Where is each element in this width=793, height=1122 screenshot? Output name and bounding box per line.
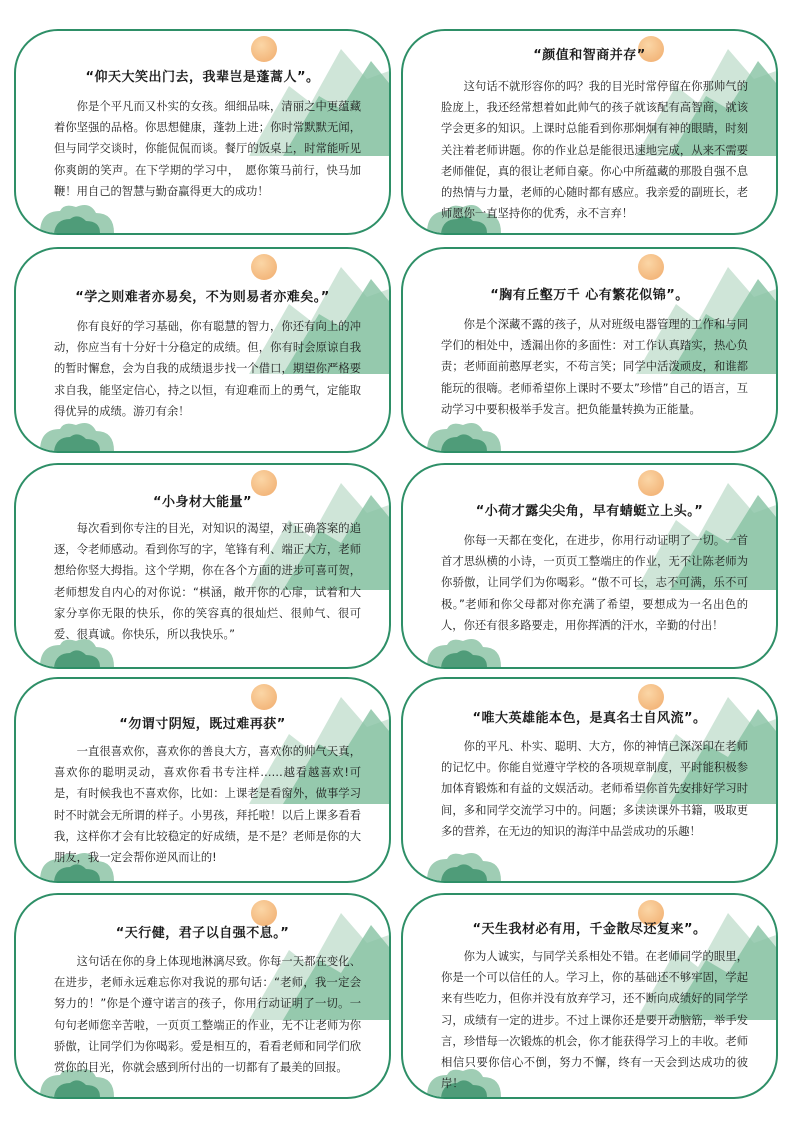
card-title: “胸有丘壑万千 心有繁花似锦”。 <box>490 288 689 303</box>
comment-card <box>401 247 778 453</box>
card-body: 这句话在你的身上体现地淋漓尽致。你每一天都在变化、在进步，老师永远难忘你对我说的那句话：“老师，我一定会努力的！”你是个遵守诺言的孩子，你用行动证明了一切。一句句老师您辛苦啦，一页页工整端正的作业，无不让老师为你骄傲，让同学们为你喝彩。爱是相互的，看看老师和同学们欣赏你的目光，你就会感到所付出的一切都有了最美的回报。 <box>54 955 361 1075</box>
card-body: 你是个深藏不露的孩子，从对班级电器管理的工作和与同学们的相处中，透漏出你的多面性：对工作认真踏实，热心负责；老师面前憨厚老实，不苟言笑；同学中活泼顽皮，和谁都能玩的很嗨。老师希望你上课时不要太”珍惜”自己的语言，互动学习中要积极举手发言。把负能量转换为正能量。 <box>441 318 748 416</box>
card-body: 你每一天都在变化，在进步，你用行动证明了一切。一首首才思纵横的小诗，一页页工整端庄的作业，无不让陈老师为你骄傲，让同学们为你喝彩。“傲不可长，志不可满，乐不可极。”老师和你父母都对你充满了希望，要想成为一名出色的人，你还有很多路要走，用你挥洒的汗水，辛勤的付出！ <box>441 534 748 632</box>
comment-card <box>14 893 391 1099</box>
comment-card <box>14 29 391 235</box>
card-title: “仰天大笑出门去，我辈岂是蓬蒿人”。 <box>85 70 320 85</box>
card-title: “天生我材必有用，千金散尽还复来”。 <box>472 922 707 937</box>
sun-icon <box>251 254 277 280</box>
comment-card <box>14 463 391 669</box>
card-title: “学之则难者亦易矣，不为则易者亦难矣。” <box>75 290 330 305</box>
comment-card <box>401 463 778 669</box>
sun-icon <box>638 254 664 280</box>
comment-card <box>14 677 391 883</box>
comment-card <box>401 29 778 235</box>
tree-cluster-icon <box>421 849 507 881</box>
sun-icon <box>251 684 277 710</box>
card-body: 你是个平凡而又朴实的女孩。细细品味，清丽之中更蕴藏着你坚强的品格。你思想健康，蓬勃上进；你时常默默无闻，但与同学交谈时，你能侃侃而谈。餐厅的饭桌上，时常能听见你爽朗的笑声。在下学期的学习中， 愿你策马前行，快马加鞭！用自己的智慧与勤奋赢得更大的成功！ <box>54 100 361 198</box>
card-body: 这句话不就形容你的吗？我的目光时常停留在你那帅气的脸庞上，我还经常想着如此帅气的孩子就该配有高智商，就该学会更多的知识。上课时总能看到你那炯炯有神的眼睛，时刻关注着老师讲题。你的作业总是能很迅速地完成，从来不需要老师催促，真的很让老师自豪。你心中所蕴藏的那股自强不息的热情与力量，老师的心随时都有感应。我亲爱的副班长，老师愿你一直坚持你的优秀，永不言弃！ <box>441 80 748 221</box>
card-title: “天行健，君子以自强不息。” <box>115 926 290 941</box>
card-title: “唯大英雄能本色，是真名士自风流”。 <box>472 711 707 726</box>
card-body: 一直很喜欢你，喜欢你的善良大方，喜欢你的帅气天真，喜欢你的聪明灵动，喜欢你看书专注样……越看越喜欢!可是，有时候我也不喜欢你，比如：上课老是看窗外，做事学习时不时就会无所谓的样子。小男孩，拜托啦！以后上课多看看我，这样你才会有比较稳定的好成绩，是不是？老师是你的大朋友，我一定会帮你逆风而让的! <box>54 745 361 865</box>
card-body: 你为人诚实，与同学关系相处不错。在老师同学的眼里，你是一个可以信任的人。学习上，你的基础还不够牢固，学起来有些吃力，但你并没有放弃学习，还不断向成绩好的同学学习，成绩有一定的进步。不过上课你还是要开动脑筋，举手发言，珍惜每一次锻炼的机会，你才能获得学习上的丰收。老师相信只要你信心不倒，努力不懈，终有一天会到达成功的彼岸！ <box>441 950 748 1091</box>
tree-cluster-icon <box>34 419 120 451</box>
card-title: “勿谓寸阴短，既过难再获” <box>119 717 286 732</box>
card-title: “小身材大能量” <box>152 495 253 510</box>
sun-icon <box>638 470 664 496</box>
card-body: 你的平凡、朴实、聪明、大方，你的神情已深深印在老师的记忆中。你能自觉遵守学校的各项规章制度，平时能积极参加体育锻炼和有益的文娱活动。老师希望你首先安排好学习时间，多和同学交流学习中的。问题；多读读课外书籍，吸取更多的营养，在无边的知识的海洋中品尝成功的乐趣！ <box>441 740 748 838</box>
card-title: “小荷才露尖尖角，早有蜻蜓立上头。” <box>475 504 704 519</box>
card-body: 你有良好的学习基础，你有聪慧的智力，你还有向上的冲动，你应当有十分好十分稳定的成绩。但，你有时会原谅自我的暂时懈怠，会为自我的成绩退步找一个借口，期望你严格要求自我，能坚定信心，持之以恒，有迎难而上的勇气，定能取得优异的成绩。游刃有余！ <box>54 320 361 418</box>
comment-card <box>401 677 778 883</box>
sun-icon <box>251 36 277 62</box>
tree-cluster-icon <box>421 419 507 451</box>
tree-cluster-icon <box>421 635 507 667</box>
card-body: 每次看到你专注的目光，对知识的渴望，对正确答案的追逐，令老师感动。看到你写的字，笔锋有利、端正大方，老师想给你竖大拇指。这个学期，你在各个方面的进步可喜可贺，老师想发自内心的对你说：“棋涵，敞开你的心扉，试着和大家分享你无限的快乐，你的笑容真的很灿烂、很帅气、很可爱、很真诚。你快乐，所以我快乐。” <box>54 522 361 642</box>
tree-cluster-icon <box>34 201 120 233</box>
comment-card <box>14 247 391 453</box>
comment-card <box>401 893 778 1099</box>
card-title: “颜值和智商并存” <box>533 48 646 63</box>
